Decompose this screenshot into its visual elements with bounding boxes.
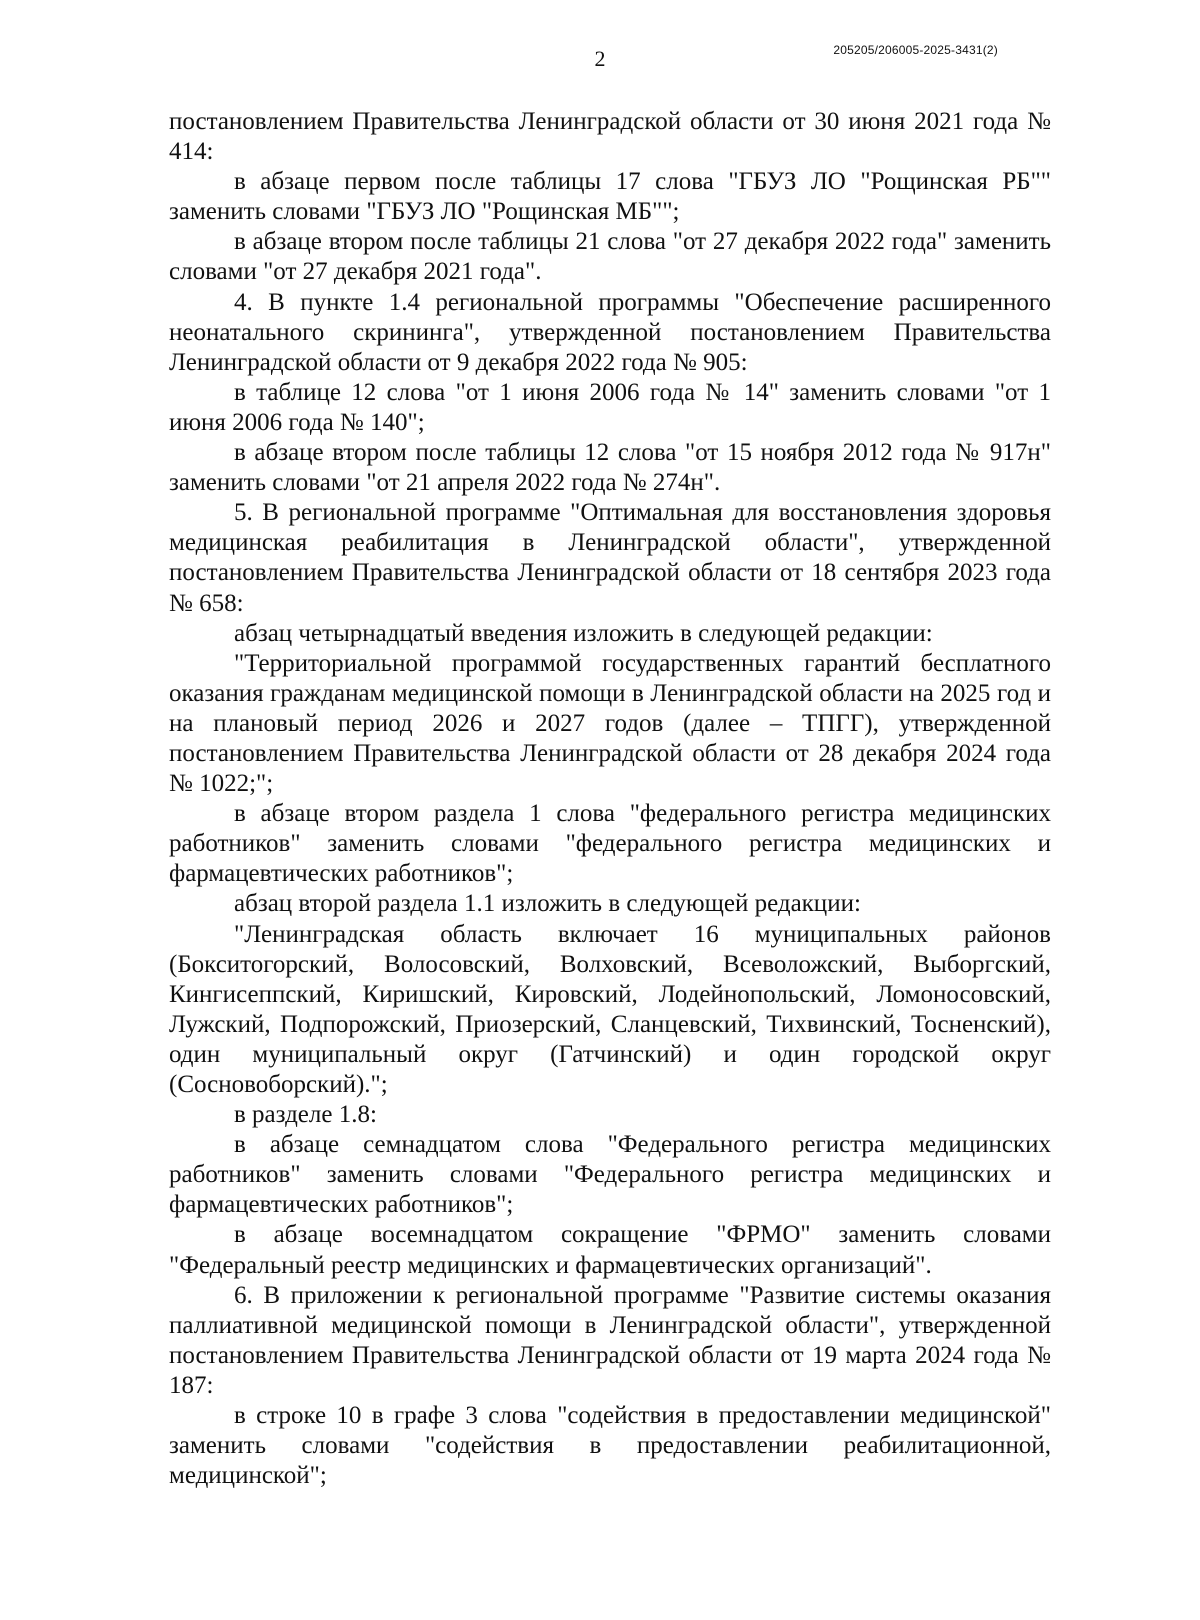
paragraph-amendment: в абзаце семнадцатом слова "Федерального регистра медицинских работников" заменить словами "Федерального регистра медицинских и фармацевтических работников"; (169, 1131, 1051, 1219)
paragraph-amendment: абзац четырнадцатый введения изложить в следующей редакции: (234, 619, 933, 647)
paragraph-item-5: 5. В региональной программе "Оптимальная для восстановления здоровья медицинская реабилитация в Ленинградской области", утвержденной постановлением Правительства Ленинградской области от 18 сентября 2023 года № 658: (169, 499, 1051, 617)
paragraph-item-6: 6. В приложении к региональной программе "Развитие системы оказания паллиативной медицинской помощи в Ленинградской области", утвержденной постановлением Правительства Ленинградской области от 19 марта 2024 года № 187: (169, 1281, 1051, 1399)
paragraph-amendment: в абзаце втором раздела 1 слова "федерального регистра медицинских работников" заменить словами "федерального регистра медицинских и фармацевтических работников"; (169, 800, 1051, 888)
paragraph-quote: "Ленинградская область включает 16 муниципальных районов (Бокситогорский, Волосовский, Волховский, Всеволожский, Выборгский, Кингисеппский, Киришский, Кировский, Лодейнопольский, Ломоносовский, Лужский, Подпорожский, Приозерский, Сланцевский, Тихвинский, Тосненский), один муниципальный округ (Гатчинский) и один городской округ (Сосновоборский)."; (169, 920, 1051, 1098)
document-body (169, 107, 1051, 1491)
paragraph-amendment: в строке 10 в графе 3 слова "содействия в предоставлении медицинской" заменить словами "содействия в предоставлении реабилитационной, медицинской"; (169, 1402, 1051, 1490)
paragraph-amendment: в таблице 12 слова "от 1 июня 2006 года № 14" заменить словами "от 1 июня 2006 года № 140"; (169, 378, 1051, 436)
paragraph-continuation: постановлением Правительства Ленинградской области от 30 июня 2021 года № 414: (169, 108, 1051, 166)
paragraph-amendment: в абзаце втором после таблицы 21 слова "от 27 декабря 2022 года" заменить словами "от 27 декабря 2021 года". (169, 228, 1051, 286)
paragraph-amendment: в разделе 1.8: (234, 1101, 377, 1129)
paragraph-item-4: 4. В пункте 1.4 региональной программы "Обеспечение расширенного неонатального скрининга", утвержденной постановлением Правительства Ленинградской области от 9 декабря 2022 года № 905: (169, 288, 1051, 376)
paragraph-amendment: в абзаце втором после таблицы 12 слова "от 15 ноября 2012 года № 917н" заменить словами "от 21 апреля 2022 года № 274н". (169, 439, 1051, 497)
paragraph-quote: "Территориальной программой государственных гарантий бесплатного оказания гражданам медицинской помощи в Ленинградской области на 2025 год и на плановый период 2026 и 2027 годов (далее – ТПГГ), утвержденной постановлением Правительства Ленинградской области от 28 декабря 2024 года № 1022;"; (169, 649, 1051, 798)
paragraph-amendment: абзац второй раздела 1.1 изложить в следующей редакции: (234, 890, 861, 918)
page-number: 2 (594, 46, 606, 71)
paragraph-amendment: в абзаце восемнадцатом сокращение "ФРМО" заменить словами "Федеральный реестр медицинских и фармацевтических организаций". (169, 1221, 1051, 1279)
document-code: 205205/206005-2025-3431(2) (833, 43, 998, 57)
paragraph-amendment: в абзаце первом после таблицы 17 слова "ГБУЗ ЛО "Рощинская РБ"" заменить словами "ГБУЗ ЛО "Рощинская МБ""; (169, 168, 1051, 226)
